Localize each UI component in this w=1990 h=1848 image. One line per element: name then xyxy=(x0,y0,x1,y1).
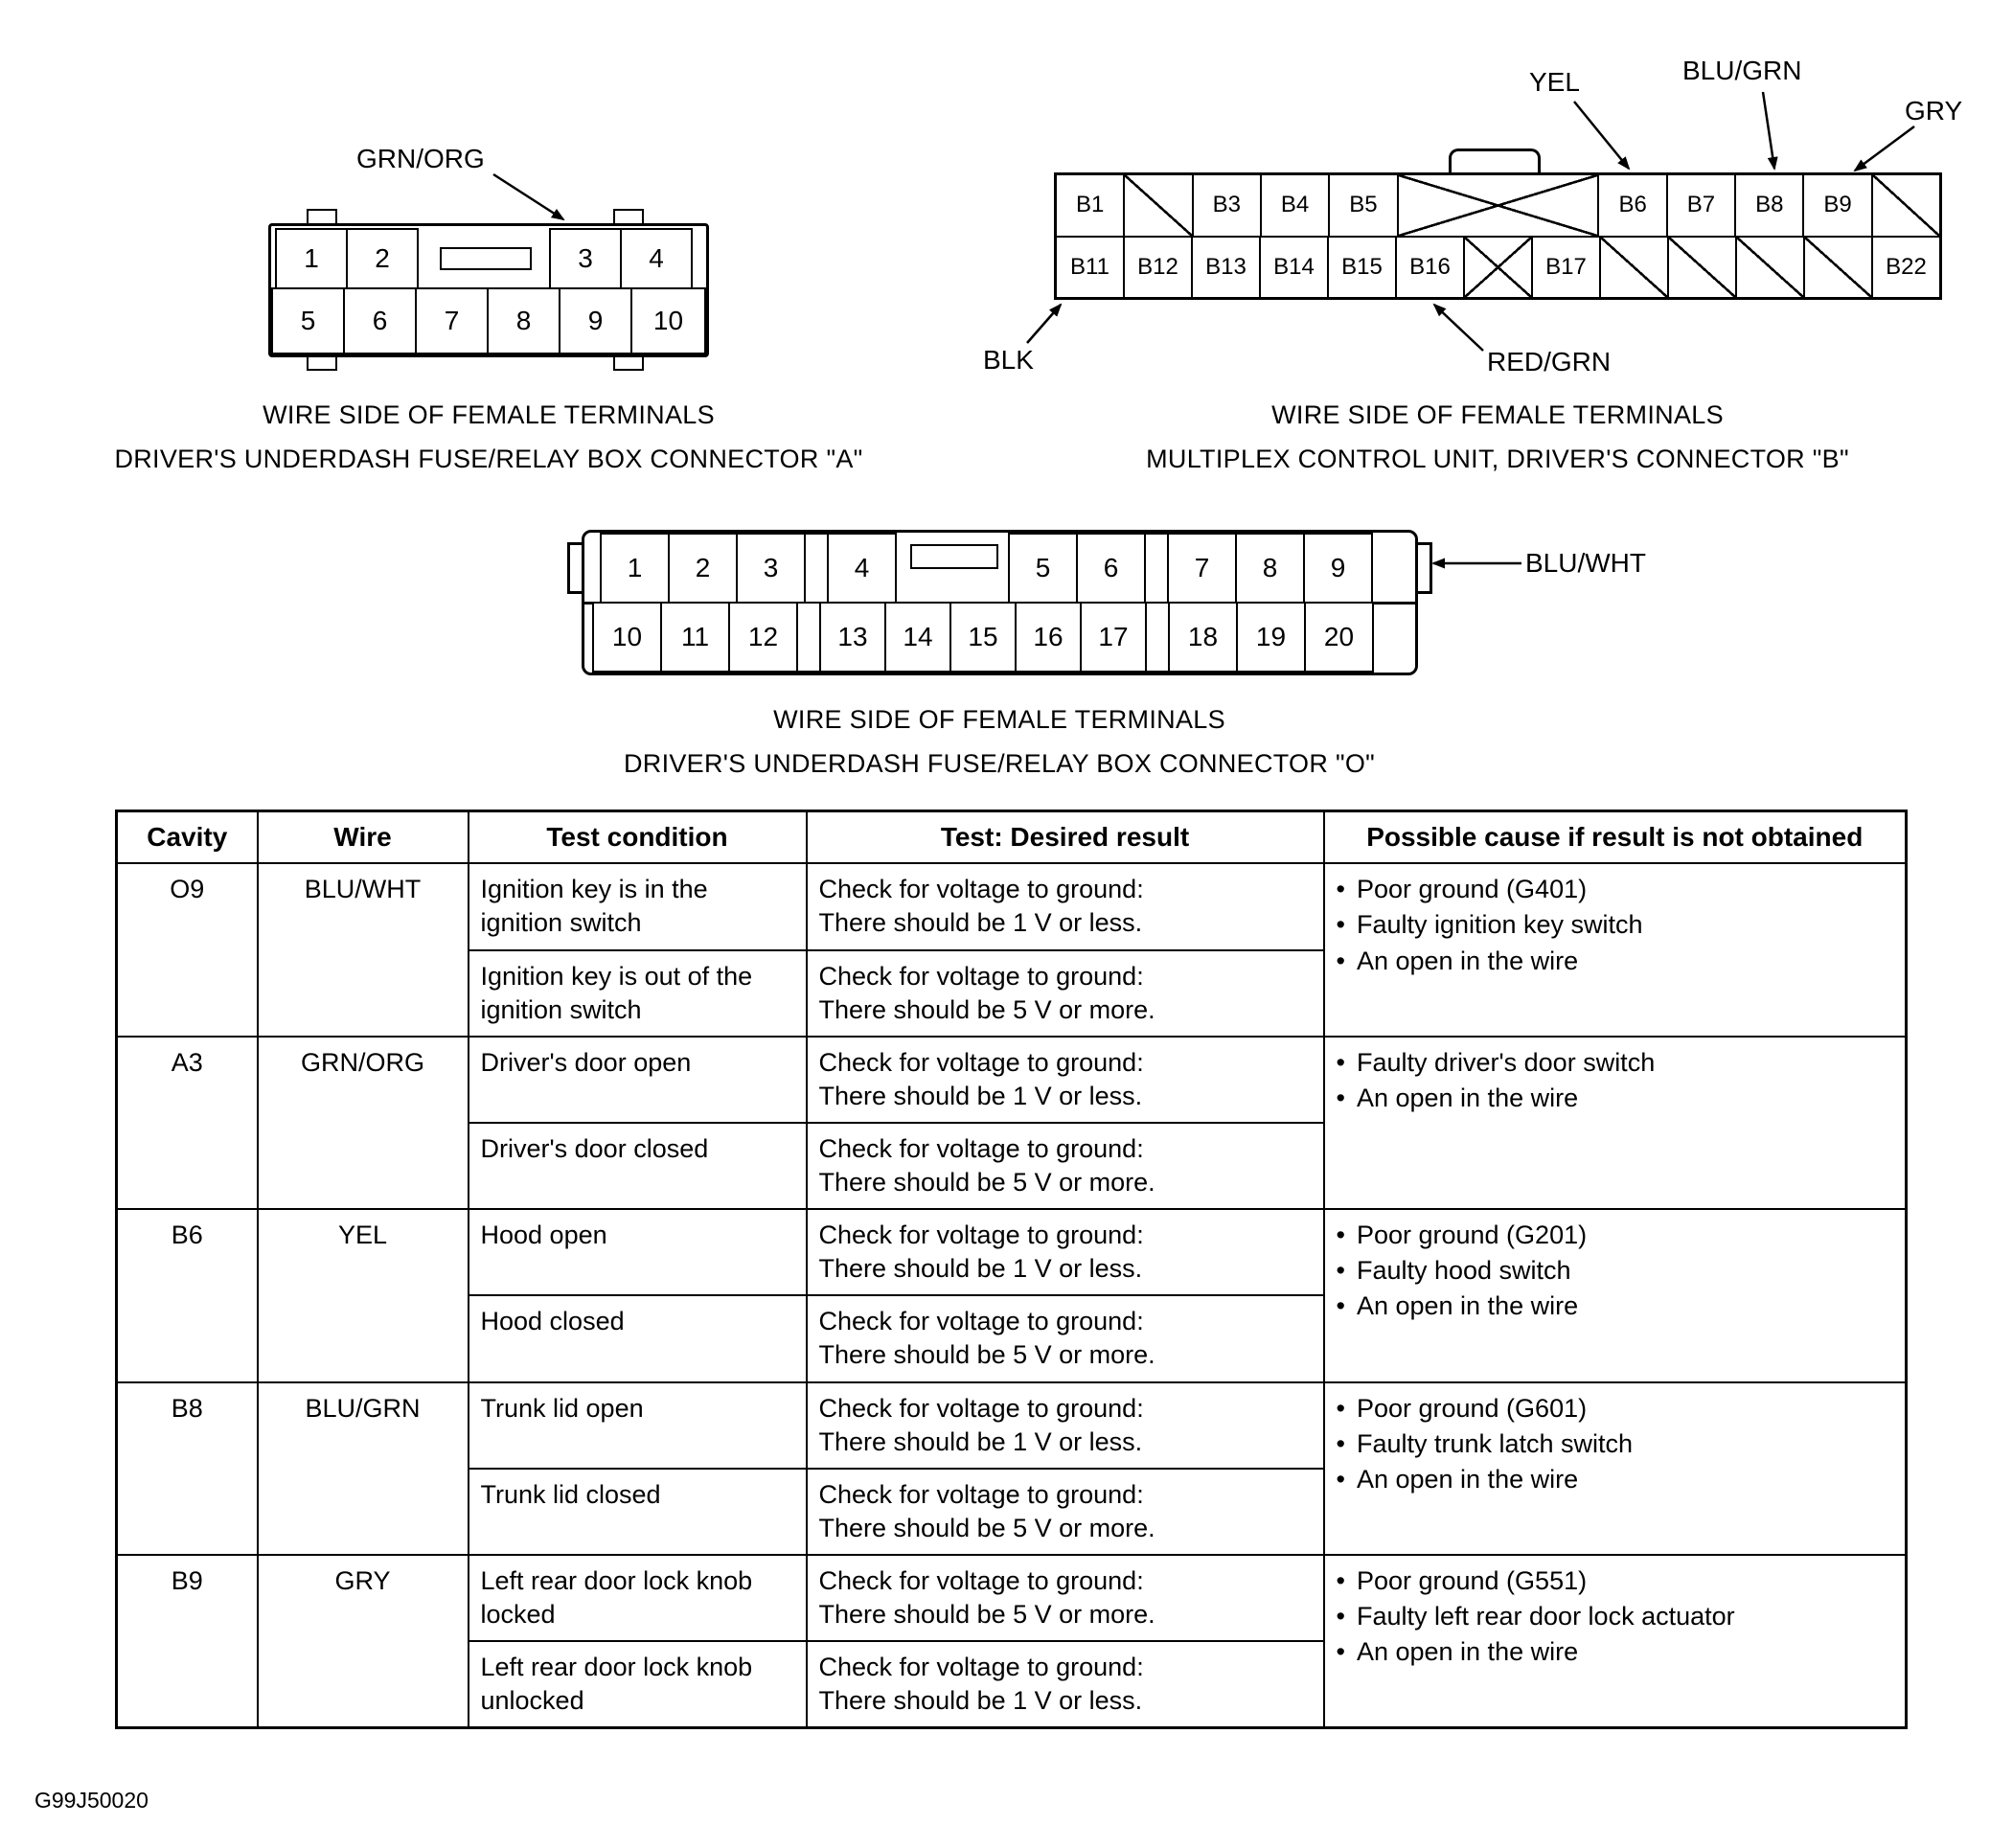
pin-cell: 8 xyxy=(487,287,560,354)
table-row xyxy=(117,863,1907,949)
divider-cell xyxy=(1144,533,1169,604)
pin-cell: 13 xyxy=(819,602,886,673)
cause-item: • Faulty hood switch xyxy=(1337,1254,1894,1288)
condition-cell: Left rear door lock knob unlocked xyxy=(469,1641,807,1728)
connector-b-caption-line2: MULTIPLEX CONTROL UNIT, DRIVER'S CONNECTOR "B" xyxy=(1146,445,1849,473)
bullet-icon: • xyxy=(1336,946,1345,975)
pin-cell: 4 xyxy=(620,228,693,289)
blu-grn-arrow xyxy=(1763,92,1774,169)
result-cell xyxy=(807,1469,1324,1555)
result-line: Check for voltage to ground: xyxy=(818,1047,1144,1077)
blocked-cell xyxy=(1805,238,1873,298)
result-line: Check for voltage to ground: xyxy=(818,1479,1144,1509)
pin-cell: B1 xyxy=(1057,175,1125,236)
wire-label-yel: YEL xyxy=(1529,67,1580,97)
pin-cell: 4 xyxy=(827,533,897,604)
blocked-cell xyxy=(1669,238,1737,298)
pin-cell: 6 xyxy=(343,287,417,354)
bullet-icon: • xyxy=(1336,1601,1345,1631)
result-line: Check for voltage to ground: xyxy=(818,961,1144,991)
result-line: Check for voltage to ground: xyxy=(818,1307,1144,1336)
column-header: Cavity xyxy=(117,811,258,864)
result-cell xyxy=(807,950,1324,1037)
connector-a-bottom-tab xyxy=(613,356,644,371)
result-cell xyxy=(807,1037,1324,1123)
column-header: Wire xyxy=(258,811,469,864)
result-line: There should be 1 V or less. xyxy=(818,1081,1143,1110)
connector-o-caption-line1: WIRE SIDE OF FEMALE TERMINALS xyxy=(773,705,1225,734)
pin-cell: B14 xyxy=(1261,238,1329,298)
condition-cell: Ignition key is in the ignition switch xyxy=(469,863,807,949)
wire-label-blk: BLK xyxy=(983,345,1034,375)
result-line: Check for voltage to ground: xyxy=(818,1565,1144,1595)
table-row xyxy=(117,1037,1907,1123)
table-row xyxy=(117,1555,1907,1641)
condition-cell: Ignition key is out of the ignition switch xyxy=(469,950,807,1037)
pin-cell: 10 xyxy=(630,287,706,354)
column-header: Test condition xyxy=(469,811,807,864)
cause-item: • An open in the wire xyxy=(1337,1289,1894,1323)
pin-cell: 5 xyxy=(1008,533,1078,604)
pin-cell: 18 xyxy=(1168,602,1238,673)
pin-cell: 6 xyxy=(1076,533,1146,604)
cause-item: • Faulty driver's door switch xyxy=(1337,1046,1894,1080)
pin-cell: B11 xyxy=(1057,238,1125,298)
connector-b-body xyxy=(1054,172,1942,300)
red-grn-arrow xyxy=(1434,305,1483,351)
pin-cell: B12 xyxy=(1125,238,1193,298)
column-header: Test: Desired result xyxy=(807,811,1324,864)
pin-cell: B5 xyxy=(1330,175,1398,236)
result-cell xyxy=(807,1123,1324,1209)
pin-cell: 9 xyxy=(559,287,632,354)
cause-item: • An open in the wire xyxy=(1337,945,1894,978)
cause-item: • Poor ground (G401) xyxy=(1337,873,1894,906)
wire-label-gry: GRY xyxy=(1905,96,1963,125)
result-line: There should be 5 V or more. xyxy=(818,1340,1155,1370)
condition-cell: Hood closed xyxy=(469,1295,807,1381)
pin-cell: 2 xyxy=(346,228,419,289)
condition-cell: Hood open xyxy=(469,1209,807,1295)
connector-o-keyway xyxy=(910,544,998,569)
wire-label-grn-org: GRN/ORG xyxy=(356,144,485,173)
connector-b-top-tab xyxy=(1449,148,1541,173)
test-table xyxy=(115,810,1908,1729)
blocked-cell xyxy=(1737,238,1805,298)
pin-cell: 9 xyxy=(1303,533,1373,604)
grn-org-arrow xyxy=(493,174,563,219)
wire-label-blu-wht: BLU/WHT xyxy=(1525,548,1646,578)
bullet-icon: • xyxy=(1336,1565,1345,1595)
cause-item: • An open in the wire xyxy=(1337,1082,1894,1115)
table-row xyxy=(117,1382,1907,1469)
result-line: There should be 1 V or less. xyxy=(818,1254,1143,1284)
pin-cell: 17 xyxy=(1080,602,1147,673)
blocked-cell xyxy=(1873,175,1939,236)
connector-a-top-tab xyxy=(307,209,337,223)
pin-cell: B17 xyxy=(1533,238,1601,298)
pin-cell: 8 xyxy=(1235,533,1305,604)
pin-cell: 14 xyxy=(884,602,951,673)
wire-label-blu-grn: BLU/GRN xyxy=(1682,56,1802,85)
result-line: Check for voltage to ground: xyxy=(818,875,1144,904)
pin-cell: B6 xyxy=(1599,175,1667,236)
cause-item: • Faulty trunk latch switch xyxy=(1337,1427,1894,1461)
blk-arrow xyxy=(1027,305,1061,343)
pin-cell: 7 xyxy=(415,287,489,354)
bullet-icon: • xyxy=(1336,1393,1345,1423)
bullet-icon: • xyxy=(1336,875,1345,904)
causes-cell xyxy=(1324,1382,1907,1555)
result-line: Check for voltage to ground: xyxy=(818,1221,1144,1250)
result-line: There should be 1 V or less. xyxy=(818,1686,1143,1716)
bullet-icon: • xyxy=(1336,1256,1345,1286)
result-line: There should be 1 V or less. xyxy=(818,1426,1143,1456)
cavity-cell: O9 xyxy=(117,863,258,1036)
divider-cell xyxy=(804,533,829,604)
pin-cell: 11 xyxy=(660,602,730,673)
cavity-cell: A3 xyxy=(117,1037,258,1209)
cause-item: • An open in the wire xyxy=(1337,1463,1894,1496)
connector-a-top-tab xyxy=(613,209,644,223)
bullet-icon: • xyxy=(1336,1464,1345,1494)
cavity-cell: B9 xyxy=(117,1555,258,1728)
wire-cell: BLU/WHT xyxy=(258,863,469,1036)
pin-cell: 16 xyxy=(1015,602,1082,673)
pin-cell: 15 xyxy=(949,602,1017,673)
pin-cell: 1 xyxy=(275,228,348,289)
connector-o-body xyxy=(582,530,1418,675)
column-header: Possible cause if result is not obtained xyxy=(1324,811,1907,864)
result-cell xyxy=(807,863,1324,949)
cause-item: • Faulty left rear door lock actuator xyxy=(1337,1600,1894,1633)
blocked-cell xyxy=(1601,238,1669,298)
pin-cell: B13 xyxy=(1193,238,1261,298)
yel-arrow xyxy=(1574,102,1629,169)
pin-cell: B22 xyxy=(1873,238,1939,298)
connector-a-body xyxy=(268,223,709,357)
bullet-icon: • xyxy=(1336,1637,1345,1667)
bullet-icon: • xyxy=(1336,1221,1345,1250)
pin-cell: 7 xyxy=(1167,533,1237,604)
pin-cell: 5 xyxy=(271,287,345,354)
cause-item: • An open in the wire xyxy=(1337,1635,1894,1669)
result-cell xyxy=(807,1555,1324,1641)
causes-cell xyxy=(1324,1555,1907,1728)
cause-item: • Faulty ignition key switch xyxy=(1337,908,1894,942)
condition-cell: Driver's door open xyxy=(469,1037,807,1123)
connector-o-caption-line2: DRIVER'S UNDERDASH FUSE/RELAY BOX CONNECTOR "O" xyxy=(623,749,1376,778)
result-cell xyxy=(807,1382,1324,1469)
pin-cell: 19 xyxy=(1236,602,1306,673)
blocked-cell xyxy=(1399,175,1600,236)
connector-b-row-bottom xyxy=(1057,238,1939,298)
blocked-cell xyxy=(1125,175,1193,236)
blocked-cell xyxy=(1465,238,1533,298)
connector-a-bottom-tab xyxy=(307,356,337,371)
result-line: Check for voltage to ground: xyxy=(818,1133,1144,1163)
condition-cell: Left rear door lock knob locked xyxy=(469,1555,807,1641)
connector-a-caption-line1: WIRE SIDE OF FEMALE TERMINALS xyxy=(263,400,715,429)
wire-cell: GRN/ORG xyxy=(258,1037,469,1209)
table-row xyxy=(117,1209,1907,1295)
bullet-icon: • xyxy=(1336,910,1345,940)
divider-cell xyxy=(1145,602,1170,673)
cavity-cell: B6 xyxy=(117,1209,258,1381)
connector-b-row-top xyxy=(1057,175,1939,238)
pin-cell: B4 xyxy=(1262,175,1330,236)
cause-item: • Poor ground (G201) xyxy=(1337,1219,1894,1252)
pin-cell: 1 xyxy=(600,533,670,604)
bullet-icon: • xyxy=(1336,1291,1345,1321)
cause-item: • Poor ground (G551) xyxy=(1337,1564,1894,1598)
result-line: There should be 5 V or more. xyxy=(818,1168,1155,1198)
result-line: There should be 5 V or more. xyxy=(818,1513,1155,1542)
result-line: Check for voltage to ground: xyxy=(818,1653,1144,1682)
cause-item: • Poor ground (G601) xyxy=(1337,1392,1894,1426)
figure-code: G99J50020 xyxy=(34,1788,149,1813)
pin-cell: B9 xyxy=(1804,175,1872,236)
result-line: There should be 5 V or more. xyxy=(818,994,1155,1024)
pin-cell: B8 xyxy=(1736,175,1804,236)
wire-label-red-grn: RED/GRN xyxy=(1487,347,1612,376)
gry-arrow xyxy=(1855,126,1914,171)
result-cell xyxy=(807,1209,1324,1295)
condition-cell: Trunk lid open xyxy=(469,1382,807,1469)
pin-cell: 2 xyxy=(668,533,738,604)
causes-cell xyxy=(1324,1209,1907,1381)
wire-cell: YEL xyxy=(258,1209,469,1381)
connector-a-caption-line2: DRIVER'S UNDERDASH FUSE/RELAY BOX CONNECTOR "A" xyxy=(114,445,863,473)
bullet-icon: • xyxy=(1336,1428,1345,1458)
pin-cell: 3 xyxy=(736,533,806,604)
pin-cell: B7 xyxy=(1668,175,1736,236)
result-cell xyxy=(807,1295,1324,1381)
causes-cell xyxy=(1324,1037,1907,1209)
connector-a-keyway xyxy=(440,247,532,270)
result-line: There should be 1 V or less. xyxy=(818,908,1143,938)
table-header-row xyxy=(117,811,1907,864)
pin-cell: B15 xyxy=(1329,238,1397,298)
pin-cell: 12 xyxy=(728,602,798,673)
cavity-cell: B8 xyxy=(117,1382,258,1555)
result-line: There should be 5 V or more. xyxy=(818,1599,1155,1629)
result-line: Check for voltage to ground: xyxy=(818,1393,1144,1423)
result-cell xyxy=(807,1641,1324,1728)
wire-cell: GRY xyxy=(258,1555,469,1728)
causes-cell xyxy=(1324,863,1907,1036)
pin-cell: 3 xyxy=(549,228,622,289)
connector-b-caption-line1: WIRE SIDE OF FEMALE TERMINALS xyxy=(1271,400,1724,429)
pin-cell: 20 xyxy=(1304,602,1374,673)
condition-cell: Driver's door closed xyxy=(469,1123,807,1209)
divider-cell xyxy=(796,602,821,673)
pin-cell: 10 xyxy=(592,602,662,673)
bullet-icon: • xyxy=(1336,1047,1345,1077)
wire-cell: BLU/GRN xyxy=(258,1382,469,1555)
pin-cell: B16 xyxy=(1397,238,1465,298)
pin-cell: B3 xyxy=(1194,175,1262,236)
condition-cell: Trunk lid closed xyxy=(469,1469,807,1555)
bullet-icon: • xyxy=(1336,1083,1345,1112)
